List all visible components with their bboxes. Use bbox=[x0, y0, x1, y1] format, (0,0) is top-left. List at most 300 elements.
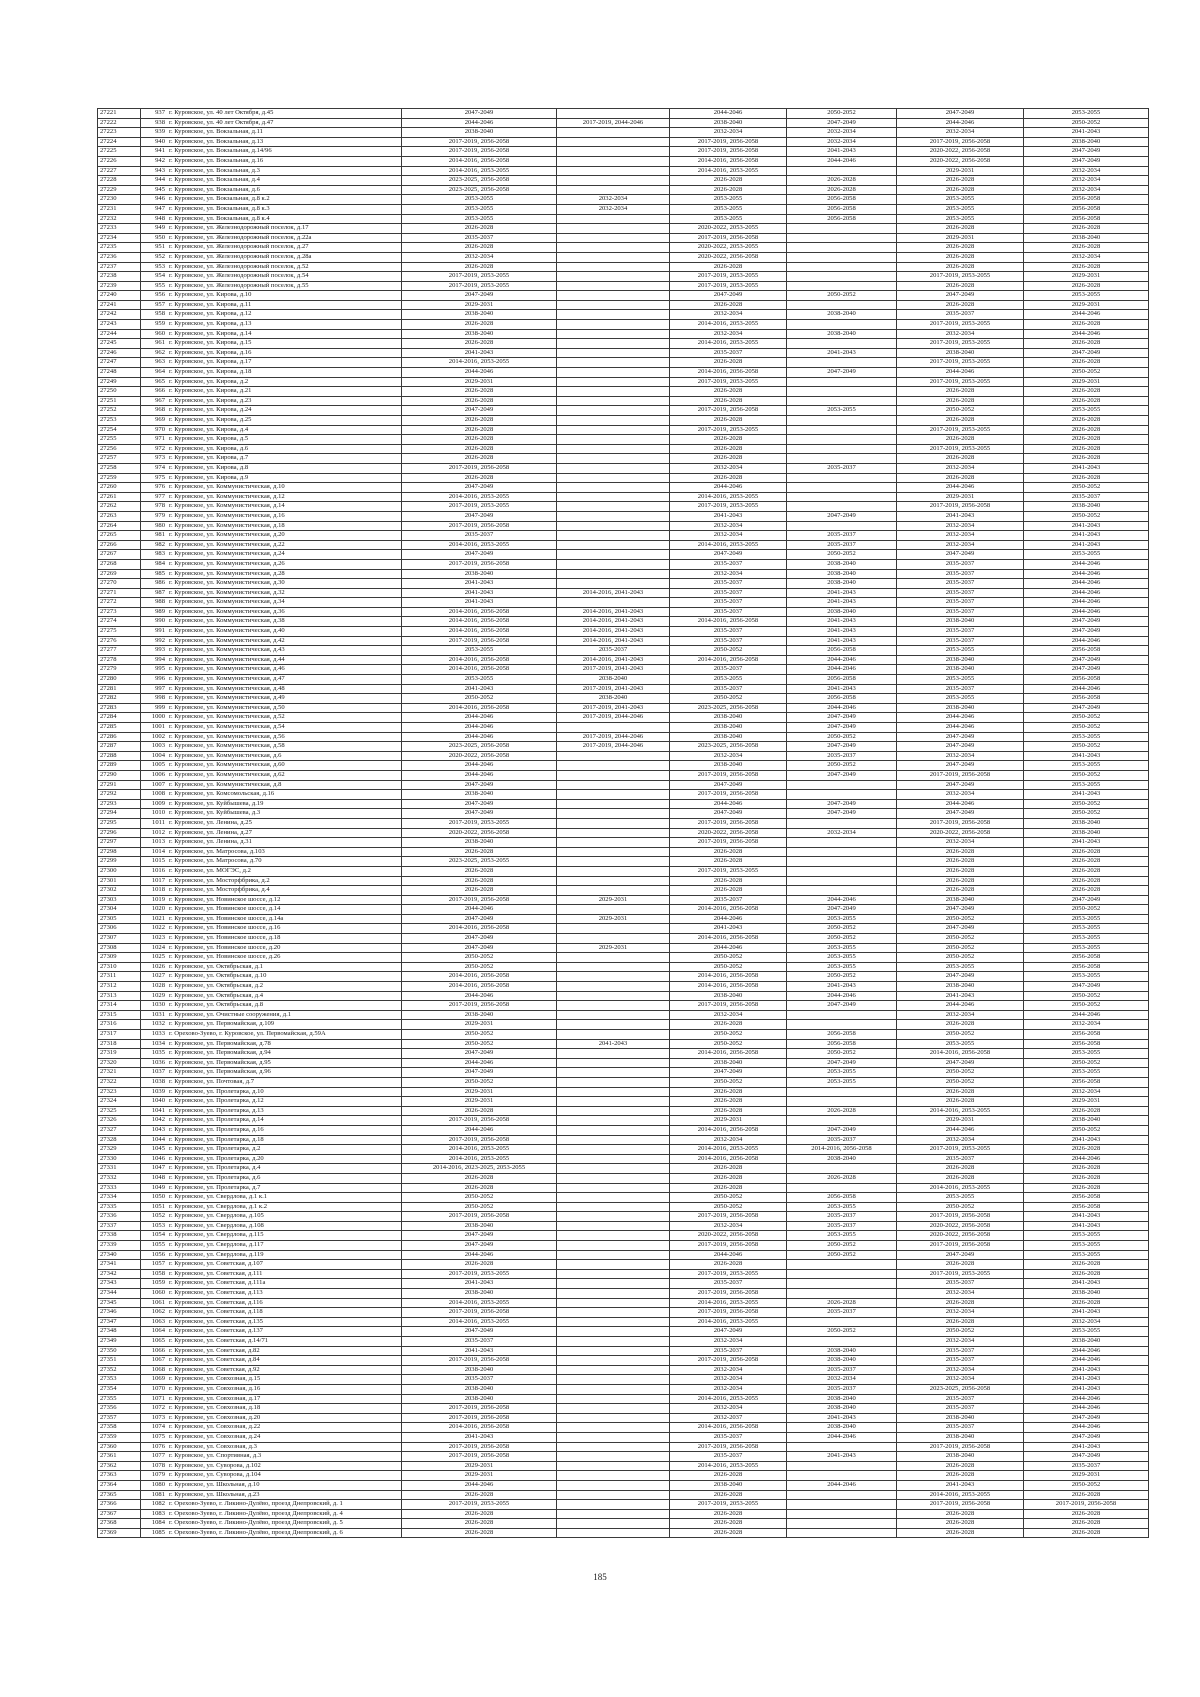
period-f-cell: 2053-2055 bbox=[1024, 109, 1149, 119]
period-c-cell: 2032-2034 bbox=[670, 751, 787, 761]
address-cell: г. Куровское, ул. Мосторфбрика, д.4 bbox=[167, 886, 402, 896]
period-f-cell: 2044-2046 bbox=[1024, 1346, 1149, 1356]
period-d-cell: 2041-2043 bbox=[787, 147, 897, 157]
address-cell: г. Куровское, ул. Совхозная, д.24 bbox=[167, 1432, 402, 1442]
period-a-cell: 2014-2016, 2056-2058 bbox=[402, 607, 557, 617]
period-e-cell: 2017-2019, 2056-2058 bbox=[897, 502, 1024, 512]
period-b-cell bbox=[557, 540, 670, 550]
period-b-cell bbox=[557, 1327, 670, 1337]
row-number-cell: 27331 bbox=[98, 1164, 141, 1174]
period-d-cell: 2038-2040 bbox=[787, 607, 897, 617]
row-number-cell: 27327 bbox=[98, 1125, 141, 1135]
table-row bbox=[98, 780, 1149, 790]
address-cell: г. Куровское, ул. Коммунистическая, д.58 bbox=[167, 742, 402, 752]
item-number-cell: 1039 bbox=[141, 1087, 168, 1097]
period-c-cell: 2017-2019, 2053-2055 bbox=[670, 1269, 787, 1279]
table-row bbox=[98, 742, 1149, 752]
table-row bbox=[98, 1135, 1149, 1145]
item-number-cell: 967 bbox=[141, 396, 168, 406]
address-cell: г. Куровское, ул. Первомайская, д.96 bbox=[167, 1068, 402, 1078]
period-f-cell: 2050-2052 bbox=[1024, 723, 1149, 733]
period-b-cell bbox=[557, 1461, 670, 1471]
period-a-cell: 2047-2049 bbox=[402, 511, 557, 521]
period-d-cell: 2044-2046 bbox=[787, 156, 897, 166]
item-number-cell: 1023 bbox=[141, 934, 168, 944]
period-c-cell: 2032-2034 bbox=[670, 463, 787, 473]
period-c-cell: 2014-2016, 2053-2055 bbox=[670, 540, 787, 550]
table-row bbox=[98, 483, 1149, 493]
period-c-cell: 2026-2028 bbox=[670, 262, 787, 272]
table-row bbox=[98, 1289, 1149, 1299]
item-number-cell: 1071 bbox=[141, 1394, 168, 1404]
period-e-cell: 2053-2055 bbox=[897, 962, 1024, 972]
period-a-cell: 2044-2046 bbox=[402, 1125, 557, 1135]
period-a-cell: 2017-2019, 2056-2058 bbox=[402, 1413, 557, 1423]
row-number-cell: 27300 bbox=[98, 866, 141, 876]
period-a-cell: 2038-2040 bbox=[402, 329, 557, 339]
address-cell: г. Куровское, ул. Советская, д.82 bbox=[167, 1346, 402, 1356]
period-d-cell bbox=[787, 502, 897, 512]
period-c-cell: 2017-2019, 2056-2058 bbox=[670, 790, 787, 800]
period-d-cell: 2038-2040 bbox=[787, 1404, 897, 1414]
row-number-cell: 27338 bbox=[98, 1231, 141, 1241]
item-number-cell: 1057 bbox=[141, 1260, 168, 1270]
period-d-cell: 2050-2052 bbox=[787, 972, 897, 982]
period-c-cell: 2026-2028 bbox=[670, 473, 787, 483]
row-number-cell: 27325 bbox=[98, 1106, 141, 1116]
period-b-cell bbox=[557, 838, 670, 848]
item-number-cell: 1077 bbox=[141, 1452, 168, 1462]
address-cell: г. Куровское, ул. Первомайская, д.95 bbox=[167, 1058, 402, 1068]
period-a-cell: 2017-2019, 2053-2055 bbox=[402, 502, 557, 512]
period-b-cell bbox=[557, 1394, 670, 1404]
period-f-cell: 2026-2028 bbox=[1024, 1164, 1149, 1174]
table-row bbox=[98, 1519, 1149, 1529]
row-number-cell: 27306 bbox=[98, 924, 141, 934]
period-d-cell: 2056-2058 bbox=[787, 675, 897, 685]
table-row bbox=[98, 982, 1149, 992]
period-a-cell: 2026-2028 bbox=[402, 416, 557, 426]
period-b-cell bbox=[557, 1269, 670, 1279]
table-row bbox=[98, 1202, 1149, 1212]
row-number-cell: 27285 bbox=[98, 723, 141, 733]
row-number-cell: 27361 bbox=[98, 1452, 141, 1462]
item-number-cell: 986 bbox=[141, 579, 168, 589]
period-b-cell bbox=[557, 425, 670, 435]
period-e-cell: 2047-2049 bbox=[897, 924, 1024, 934]
period-d-cell: 2047-2049 bbox=[787, 511, 897, 521]
address-cell: г. Куровское, ул. Кирова, д.15 bbox=[167, 339, 402, 349]
row-number-cell: 27271 bbox=[98, 588, 141, 598]
table-row bbox=[98, 1001, 1149, 1011]
period-a-cell: 2017-2019, 2053-2055 bbox=[402, 818, 557, 828]
address-cell: г. Куровское, ул. Коммунистическая, д.32 bbox=[167, 588, 402, 598]
period-a-cell: 2026-2028 bbox=[402, 339, 557, 349]
period-e-cell: 2047-2049 bbox=[897, 1058, 1024, 1068]
address-cell: г. Орехово-Зуево, г. Ликино-Дулёво, проезд Днепровский, д. 5 bbox=[167, 1519, 402, 1529]
period-f-cell: 2050-2052 bbox=[1024, 118, 1149, 128]
period-d-cell: 2053-2055 bbox=[787, 1202, 897, 1212]
period-d-cell: 2038-2040 bbox=[787, 329, 897, 339]
period-c-cell: 2038-2040 bbox=[670, 723, 787, 733]
address-cell: г. Куровское, ул. Свердлова, д.1 к.2 bbox=[167, 1202, 402, 1212]
item-number-cell: 939 bbox=[141, 128, 168, 138]
period-a-cell: 2017-2019, 2056-2058 bbox=[402, 1356, 557, 1366]
period-e-cell: 2029-2031 bbox=[897, 233, 1024, 243]
period-e-cell: 2035-2037 bbox=[897, 1154, 1024, 1164]
period-a-cell: 2029-2031 bbox=[402, 300, 557, 310]
row-number-cell: 27244 bbox=[98, 329, 141, 339]
period-a-cell: 2023-2025, 2056-2058 bbox=[402, 176, 557, 186]
table-row bbox=[98, 694, 1149, 704]
item-number-cell: 972 bbox=[141, 444, 168, 454]
row-number-cell: 27369 bbox=[98, 1528, 141, 1538]
period-c-cell: 2014-2016, 2056-2058 bbox=[670, 905, 787, 915]
row-number-cell: 27262 bbox=[98, 502, 141, 512]
period-e-cell: 2035-2037 bbox=[897, 607, 1024, 617]
period-e-cell: 2047-2049 bbox=[897, 1250, 1024, 1260]
period-c-cell: 2014-2016, 2056-2058 bbox=[670, 1423, 787, 1433]
table-row bbox=[98, 1490, 1149, 1500]
address-cell: г. Куровское, ул. Железнодорожный поселок, д.55 bbox=[167, 281, 402, 291]
address-cell: г. Куровское, ул. Кирова, д.14 bbox=[167, 329, 402, 339]
period-f-cell: 2047-2049 bbox=[1024, 147, 1149, 157]
address-cell: г. Куровское, ул. Кирова, д.4 bbox=[167, 425, 402, 435]
period-f-cell: 2053-2055 bbox=[1024, 1241, 1149, 1251]
address-cell: г. Куровское, ул. Куйбышева, д.3 bbox=[167, 809, 402, 819]
item-number-cell: 1085 bbox=[141, 1528, 168, 1538]
period-a-cell: 2026-2028 bbox=[402, 435, 557, 445]
period-d-cell bbox=[787, 166, 897, 176]
address-cell: г. Куровское, ул. Коммунистическая, д.34 bbox=[167, 598, 402, 608]
period-b-cell: 2038-2040 bbox=[557, 694, 670, 704]
table-row bbox=[98, 550, 1149, 560]
period-e-cell: 2032-2034 bbox=[897, 540, 1024, 550]
period-a-cell: 2041-2043 bbox=[402, 579, 557, 589]
period-a-cell: 2017-2019, 2056-2058 bbox=[402, 463, 557, 473]
period-a-cell: 2038-2040 bbox=[402, 1384, 557, 1394]
address-cell: г. Куровское, ул. Новинское шоссе, д.12 bbox=[167, 895, 402, 905]
item-number-cell: 955 bbox=[141, 281, 168, 291]
period-d-cell bbox=[787, 818, 897, 828]
address-cell: г. Куровское, ул. МОГЭС, д.2 bbox=[167, 866, 402, 876]
item-number-cell: 1052 bbox=[141, 1212, 168, 1222]
item-number-cell: 1074 bbox=[141, 1423, 168, 1433]
item-number-cell: 1028 bbox=[141, 982, 168, 992]
period-d-cell bbox=[787, 483, 897, 493]
address-cell: г. Куровское, ул. Коммунистическая, д.22 bbox=[167, 540, 402, 550]
period-c-cell: 2044-2046 bbox=[670, 914, 787, 924]
period-e-cell: 2026-2028 bbox=[897, 387, 1024, 397]
period-e-cell: 2047-2049 bbox=[897, 809, 1024, 819]
period-b-cell bbox=[557, 799, 670, 809]
table-row bbox=[98, 886, 1149, 896]
address-cell: г. Куровское, ул. Коммунистическая, д.24 bbox=[167, 550, 402, 560]
period-b-cell bbox=[557, 982, 670, 992]
address-cell: г. Куровское, ул. Коммунистическая, д.48 bbox=[167, 684, 402, 694]
table-row bbox=[98, 962, 1149, 972]
row-number-cell: 27333 bbox=[98, 1183, 141, 1193]
table-row bbox=[98, 387, 1149, 397]
period-b-cell bbox=[557, 1212, 670, 1222]
period-c-cell: 2050-2052 bbox=[670, 1193, 787, 1203]
address-cell: г. Куровское, ул. Вокзальная, д.6 bbox=[167, 185, 402, 195]
period-c-cell: 2026-2028 bbox=[670, 387, 787, 397]
row-number-cell: 27340 bbox=[98, 1250, 141, 1260]
table-row bbox=[98, 1173, 1149, 1183]
period-e-cell: 2053-2055 bbox=[897, 195, 1024, 205]
period-a-cell: 2047-2049 bbox=[402, 809, 557, 819]
period-d-cell bbox=[787, 1087, 897, 1097]
row-number-cell: 27279 bbox=[98, 665, 141, 675]
period-e-cell: 2047-2049 bbox=[897, 732, 1024, 742]
period-d-cell bbox=[787, 396, 897, 406]
table-row bbox=[98, 262, 1149, 272]
period-b-cell bbox=[557, 176, 670, 186]
period-b-cell bbox=[557, 1116, 670, 1126]
item-number-cell: 1040 bbox=[141, 1097, 168, 1107]
address-cell: г. Куровское, ул. Советская, д.111а bbox=[167, 1279, 402, 1289]
period-c-cell: 2047-2049 bbox=[670, 809, 787, 819]
period-b-cell bbox=[557, 377, 670, 387]
period-a-cell: 2041-2043 bbox=[402, 1279, 557, 1289]
period-e-cell: 2035-2037 bbox=[897, 1279, 1024, 1289]
period-a-cell: 2014-2016, 2053-2055 bbox=[402, 1298, 557, 1308]
table-row bbox=[98, 252, 1149, 262]
period-b-cell bbox=[557, 1183, 670, 1193]
period-c-cell: 2032-2034 bbox=[670, 1010, 787, 1020]
item-number-cell: 947 bbox=[141, 204, 168, 214]
period-a-cell: 2035-2037 bbox=[402, 233, 557, 243]
table-row bbox=[98, 703, 1149, 713]
period-a-cell: 2038-2040 bbox=[402, 790, 557, 800]
row-number-cell: 27245 bbox=[98, 339, 141, 349]
period-b-cell bbox=[557, 780, 670, 790]
period-b-cell bbox=[557, 109, 670, 119]
table-row bbox=[98, 1068, 1149, 1078]
period-d-cell bbox=[787, 838, 897, 848]
period-c-cell: 2014-2016, 2056-2058 bbox=[670, 1125, 787, 1135]
period-b-cell bbox=[557, 1384, 670, 1394]
period-e-cell: 2050-2052 bbox=[897, 1068, 1024, 1078]
period-c-cell: 2044-2046 bbox=[670, 799, 787, 809]
period-c-cell: 2017-2019, 2056-2058 bbox=[670, 838, 787, 848]
period-a-cell: 2026-2028 bbox=[402, 425, 557, 435]
table-row bbox=[98, 1509, 1149, 1519]
period-f-cell: 2047-2049 bbox=[1024, 1452, 1149, 1462]
item-number-cell: 1001 bbox=[141, 723, 168, 733]
period-d-cell: 2050-2052 bbox=[787, 109, 897, 119]
table-row bbox=[98, 204, 1149, 214]
period-a-cell: 2047-2049 bbox=[402, 550, 557, 560]
period-c-cell: 2026-2028 bbox=[670, 1471, 787, 1481]
item-number-cell: 940 bbox=[141, 137, 168, 147]
period-a-cell: 2014-2016, 2056-2058 bbox=[402, 982, 557, 992]
period-e-cell: 2032-2034 bbox=[897, 838, 1024, 848]
row-number-cell: 27309 bbox=[98, 953, 141, 963]
item-number-cell: 1034 bbox=[141, 1039, 168, 1049]
period-f-cell: 2050-2052 bbox=[1024, 368, 1149, 378]
period-b-cell bbox=[557, 1404, 670, 1414]
period-b-cell bbox=[557, 156, 670, 166]
table-row bbox=[98, 866, 1149, 876]
period-c-cell: 2047-2049 bbox=[670, 1068, 787, 1078]
address-cell: г. Куровское, ул. Коммунистическая, д.28 bbox=[167, 569, 402, 579]
table-row bbox=[98, 1164, 1149, 1174]
period-c-cell: 2017-2019, 2056-2058 bbox=[670, 770, 787, 780]
period-c-cell: 2026-2028 bbox=[670, 886, 787, 896]
period-f-cell: 2044-2046 bbox=[1024, 329, 1149, 339]
period-f-cell: 2044-2046 bbox=[1024, 588, 1149, 598]
row-number-cell: 27358 bbox=[98, 1423, 141, 1433]
period-e-cell: 2050-2052 bbox=[897, 953, 1024, 963]
period-e-cell: 2032-2034 bbox=[897, 1135, 1024, 1145]
period-b-cell bbox=[557, 1097, 670, 1107]
period-a-cell: 2014-2016, 2056-2058 bbox=[402, 617, 557, 627]
period-f-cell: 2026-2028 bbox=[1024, 1519, 1149, 1529]
row-number-cell: 27355 bbox=[98, 1394, 141, 1404]
item-number-cell: 1041 bbox=[141, 1106, 168, 1116]
period-b-cell: 2017-2019, 2041-2043 bbox=[557, 684, 670, 694]
period-f-cell: 2053-2055 bbox=[1024, 291, 1149, 301]
period-b-cell bbox=[557, 511, 670, 521]
period-b-cell bbox=[557, 866, 670, 876]
period-d-cell: 2056-2058 bbox=[787, 214, 897, 224]
period-b-cell bbox=[557, 1030, 670, 1040]
period-d-cell: 2038-2040 bbox=[787, 1423, 897, 1433]
table-row bbox=[98, 1097, 1149, 1107]
address-cell: г. Куровское, ул. Совхозная, д.18 bbox=[167, 1404, 402, 1414]
period-d-cell: 2041-2043 bbox=[787, 348, 897, 358]
address-cell: г. Куровское, ул. Советская, д.135 bbox=[167, 1317, 402, 1327]
period-d-cell bbox=[787, 1260, 897, 1270]
period-f-cell: 2029-2031 bbox=[1024, 377, 1149, 387]
row-number-cell: 27251 bbox=[98, 396, 141, 406]
item-number-cell: 1062 bbox=[141, 1308, 168, 1318]
row-number-cell: 27257 bbox=[98, 454, 141, 464]
period-e-cell: 2026-2028 bbox=[897, 396, 1024, 406]
item-number-cell: 961 bbox=[141, 339, 168, 349]
period-c-cell: 2014-2016, 2053-2055 bbox=[670, 1461, 787, 1471]
period-e-cell: 2026-2028 bbox=[897, 243, 1024, 253]
period-d-cell bbox=[787, 233, 897, 243]
period-e-cell: 2026-2028 bbox=[897, 1519, 1024, 1529]
period-f-cell: 2047-2049 bbox=[1024, 895, 1149, 905]
period-c-cell: 2038-2040 bbox=[670, 118, 787, 128]
row-number-cell: 27352 bbox=[98, 1365, 141, 1375]
period-d-cell: 2056-2058 bbox=[787, 204, 897, 214]
period-b-cell bbox=[557, 876, 670, 886]
item-number-cell: 963 bbox=[141, 358, 168, 368]
period-c-cell: 2032-2034 bbox=[670, 1365, 787, 1375]
period-f-cell: 2026-2028 bbox=[1024, 1509, 1149, 1519]
period-f-cell: 2026-2028 bbox=[1024, 1528, 1149, 1538]
table-row bbox=[98, 1030, 1149, 1040]
period-d-cell bbox=[787, 1471, 897, 1481]
row-number-cell: 27321 bbox=[98, 1068, 141, 1078]
period-f-cell: 2026-2028 bbox=[1024, 1260, 1149, 1270]
row-number-cell: 27230 bbox=[98, 195, 141, 205]
period-b-cell bbox=[557, 559, 670, 569]
row-number-cell: 27249 bbox=[98, 377, 141, 387]
item-number-cell: 1036 bbox=[141, 1058, 168, 1068]
period-b-cell bbox=[557, 1077, 670, 1087]
period-f-cell: 2044-2046 bbox=[1024, 598, 1149, 608]
row-number-cell: 27329 bbox=[98, 1145, 141, 1155]
table-row bbox=[98, 492, 1149, 502]
address-cell: г. Куровское, ул. Кирова, д.16 bbox=[167, 348, 402, 358]
period-a-cell: 2047-2049 bbox=[402, 406, 557, 416]
period-c-cell: 2035-2037 bbox=[670, 636, 787, 646]
item-number-cell: 969 bbox=[141, 416, 168, 426]
period-d-cell bbox=[787, 377, 897, 387]
period-d-cell: 2053-2055 bbox=[787, 406, 897, 416]
period-f-cell: 2053-2055 bbox=[1024, 972, 1149, 982]
item-number-cell: 1082 bbox=[141, 1500, 168, 1510]
address-cell: г. Куровское, ул. Пролетарка, д.16 bbox=[167, 1125, 402, 1135]
item-number-cell: 989 bbox=[141, 607, 168, 617]
period-e-cell: 2026-2028 bbox=[897, 435, 1024, 445]
period-e-cell: 2047-2049 bbox=[897, 550, 1024, 560]
period-f-cell: 2044-2046 bbox=[1024, 1356, 1149, 1366]
address-cell: г. Куровское, ул. Вокзальная, д.16 bbox=[167, 156, 402, 166]
period-f-cell: 2026-2028 bbox=[1024, 454, 1149, 464]
period-a-cell: 2023-2025, 2053-2055 bbox=[402, 857, 557, 867]
period-c-cell: 2050-2052 bbox=[670, 962, 787, 972]
period-e-cell: 2020-2022, 2056-2058 bbox=[897, 1231, 1024, 1241]
item-number-cell: 974 bbox=[141, 463, 168, 473]
period-c-cell: 2026-2028 bbox=[670, 847, 787, 857]
period-c-cell: 2050-2052 bbox=[670, 1039, 787, 1049]
row-number-cell: 27349 bbox=[98, 1337, 141, 1347]
row-number-cell: 27259 bbox=[98, 473, 141, 483]
period-a-cell: 2014-2016, 2056-2058 bbox=[402, 1423, 557, 1433]
row-number-cell: 27276 bbox=[98, 636, 141, 646]
item-number-cell: 964 bbox=[141, 368, 168, 378]
period-c-cell: 2020-2022, 2056-2058 bbox=[670, 252, 787, 262]
period-f-cell: 2026-2028 bbox=[1024, 857, 1149, 867]
period-d-cell: 2026-2028 bbox=[787, 1173, 897, 1183]
period-d-cell bbox=[787, 1442, 897, 1452]
period-b-cell bbox=[557, 243, 670, 253]
period-c-cell: 2017-2019, 2056-2058 bbox=[670, 1356, 787, 1366]
period-c-cell: 2035-2037 bbox=[670, 598, 787, 608]
address-cell: г. Куровское, ул. Советская, д.84 bbox=[167, 1356, 402, 1366]
period-d-cell bbox=[787, 1183, 897, 1193]
period-b-cell bbox=[557, 1442, 670, 1452]
period-e-cell: 2035-2037 bbox=[897, 1423, 1024, 1433]
row-number-cell: 27265 bbox=[98, 531, 141, 541]
address-cell: г. Куровское, ул. 40 лет Октября, д.45 bbox=[167, 109, 402, 119]
period-a-cell: 2038-2040 bbox=[402, 1010, 557, 1020]
address-cell: г. Куровское, ул. Матросова, д.70 bbox=[167, 857, 402, 867]
period-b-cell bbox=[557, 1241, 670, 1251]
period-d-cell: 2032-2034 bbox=[787, 128, 897, 138]
period-b-cell bbox=[557, 483, 670, 493]
address-cell: г. Куровское, ул. Спортивная, д.3 bbox=[167, 1452, 402, 1462]
period-b-cell bbox=[557, 1356, 670, 1366]
address-cell: г. Куровское, ул. Октябрьская, д.10 bbox=[167, 972, 402, 982]
table-row bbox=[98, 636, 1149, 646]
period-b-cell bbox=[557, 444, 670, 454]
row-number-cell: 27360 bbox=[98, 1442, 141, 1452]
row-number-cell: 27269 bbox=[98, 569, 141, 579]
row-number-cell: 27310 bbox=[98, 962, 141, 972]
period-f-cell: 2047-2049 bbox=[1024, 703, 1149, 713]
item-number-cell: 1058 bbox=[141, 1269, 168, 1279]
item-number-cell: 1051 bbox=[141, 1202, 168, 1212]
period-f-cell: 2056-2058 bbox=[1024, 962, 1149, 972]
